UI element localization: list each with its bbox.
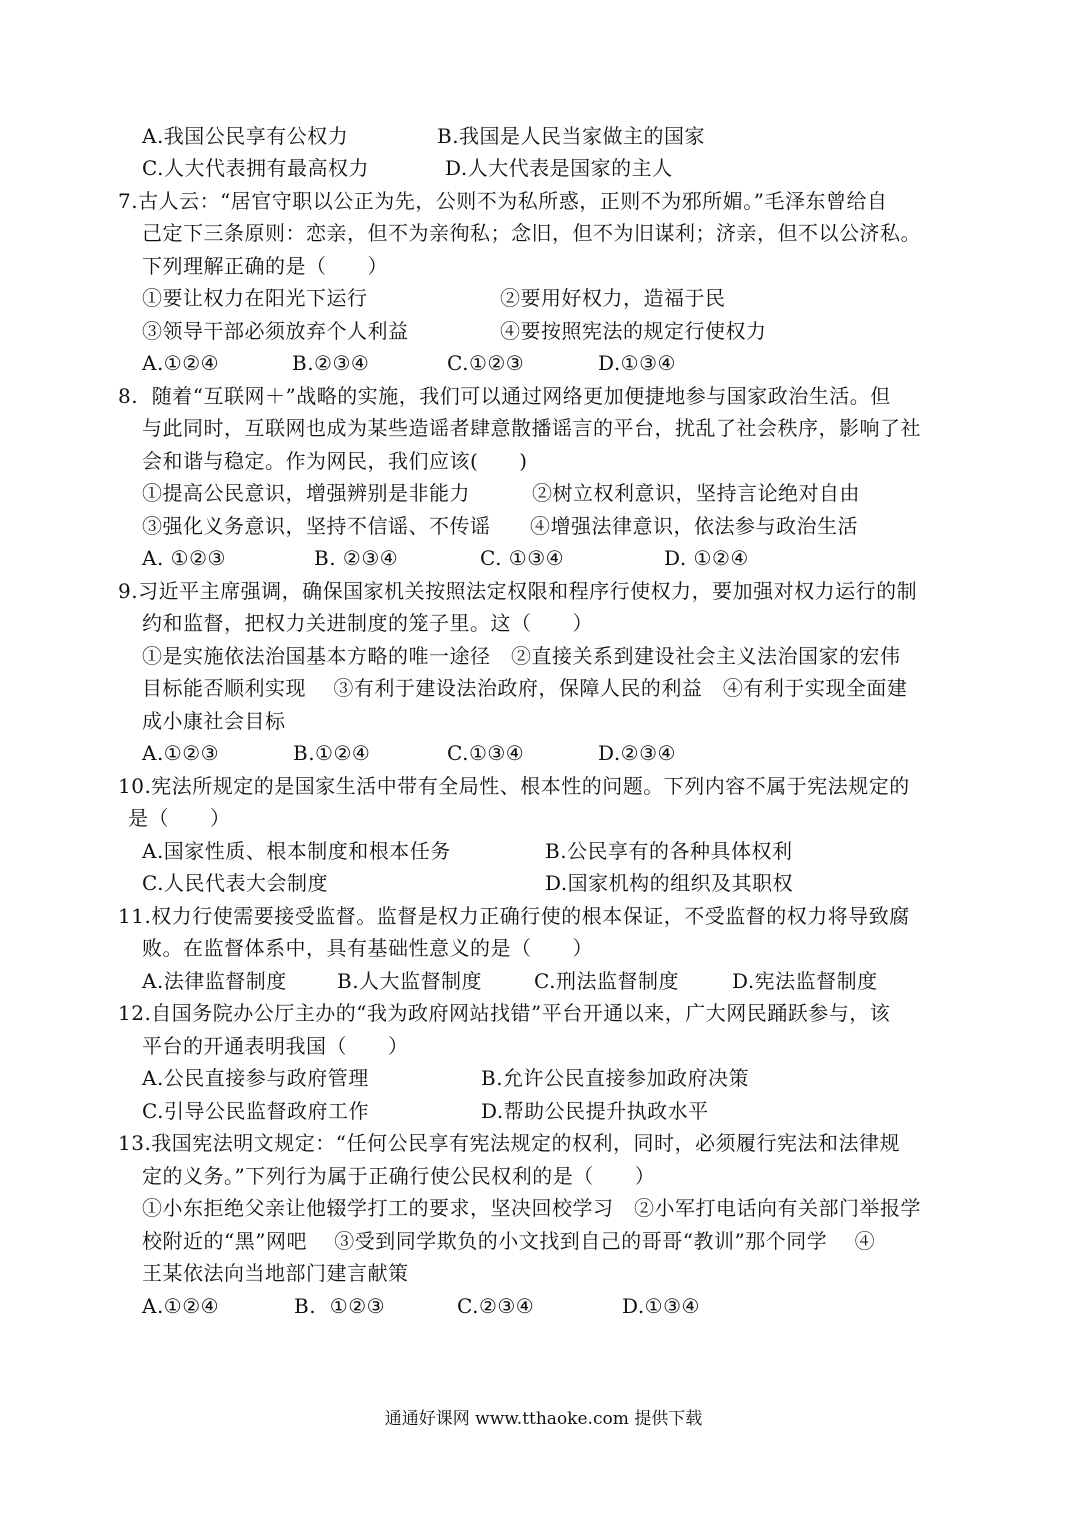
q7-option-a: A.①②④: [142, 351, 220, 375]
q9-statement-line2: 目标能否顺利实现 ③有利于建设法治政府，保障人民的利益 ④有利于实现全面建: [142, 676, 908, 700]
q12-stem-line2: 平台的开通表明我国（ ）: [142, 1034, 409, 1058]
q10-option-b: B.公民享有的各种具体权利: [545, 839, 793, 863]
q10-stem-line1: 10.宪法所规定的是国家生活中带有全局性、根本性的问题。下列内容不属于宪法规定的: [118, 774, 910, 798]
q9-statement-line3: 成小康社会目标: [142, 709, 286, 733]
q7-option-d: D.①③④: [598, 351, 676, 375]
q7-stem-line1: 7.古人云：“居官守职以公正为先，公则不为私所惑，正则不为邪所媚。”毛泽东曾给自: [118, 189, 888, 213]
q9-option-b: B.①②④: [293, 741, 371, 765]
page-footer: 通通好课网 www.tthaoke.com 提供下载: [384, 1409, 703, 1429]
q13-option-a: A.①②④: [142, 1294, 220, 1318]
q7-option-c: C.①②③: [447, 351, 525, 375]
q7-statement-1: ①要让权力在阳光下运行: [142, 286, 368, 310]
q11-option-a: A.法律监督制度: [142, 969, 287, 993]
q12-stem-line1: 12.自国务院办公厅主办的“我为政府网站找错”平台开通以来，广大网民踊跃参与，该: [118, 1001, 891, 1025]
q13-statement-line2: 校附近的“黑”网吧 ③受到同学欺负的小文找到自己的哥哥“教训”那个同学 ④: [142, 1229, 876, 1253]
q10-option-d: D.国家机构的组织及其职权: [545, 871, 794, 895]
q9-statement-line1: ①是实施依法治国基本方略的唯一途径 ②直接关系到建设社会主义法治国家的宏伟: [142, 644, 901, 668]
q7-stem-line2: 己定下三条原则：恋亲，但不为亲徇私；念旧，但不为旧谋利；济亲，但不以公济私。: [142, 221, 921, 245]
q8-option-a: A. ①②③: [142, 546, 226, 570]
q10-option-c: C.人民代表大会制度: [142, 871, 328, 895]
q7-statement-4: ④要按照宪法的规定行使权力: [500, 319, 767, 343]
q11-stem-line2: 败。在监督体系中，具有基础性意义的是（ ）: [142, 936, 593, 960]
q12-option-d: D.帮助公民提升执政水平: [481, 1099, 709, 1123]
q11-option-c: C.刑法监督制度: [534, 969, 679, 993]
q9-option-c: C.①③④: [447, 741, 525, 765]
q12-option-c: C.引导公民监督政府工作: [142, 1099, 369, 1123]
q11-option-d: D.宪法监督制度: [732, 969, 878, 993]
q11-stem-line1: 11.权力行使需要接受监督。监督是权力正确行使的根本保证，不受监督的权力将导致腐: [118, 904, 910, 928]
q13-stem-line1: 13.我国宪法明文规定：“任何公民享有宪法规定的权利，同时，必须履行宪法和法律规: [118, 1131, 901, 1155]
q13-option-b: B. ①②③: [294, 1294, 386, 1318]
q13-statement-line3: 王某依法向当地部门建言献策: [142, 1261, 409, 1285]
q9-option-d: D.②③④: [598, 741, 676, 765]
q13-statement-line1: ①小东拒绝父亲让他辍学打工的要求，坚决回校学习 ②小军打电话向有关部门举报学: [142, 1196, 921, 1220]
q6-option-a: A.我国公民享有公权力: [142, 124, 349, 148]
q8-statement-4: ④增强法律意识，依法参与政治生活: [530, 514, 858, 538]
q12-option-a: A.公民直接参与政府管理: [142, 1066, 369, 1090]
q8-option-c: C. ①③④: [480, 546, 565, 570]
q13-option-d: D.①③④: [622, 1294, 700, 1318]
q10-option-a: A.国家性质、根本制度和根本任务: [142, 839, 451, 863]
q8-statement-1: ①提高公民意识，增强辨别是非能力: [142, 481, 470, 505]
q7-statement-3: ③领导干部必须放弃个人利益: [142, 319, 409, 343]
q7-option-b: B.②③④: [292, 351, 370, 375]
q13-stem-line2: 定的义务。”下列行为属于正确行使公民权利的是（ ）: [142, 1164, 656, 1188]
q8-stem-line3: 会和谐与稳定。作为网民，我们应该( ): [142, 449, 528, 473]
q11-option-b: B.人大监督制度: [337, 969, 483, 993]
q13-option-c: C.②③④: [457, 1294, 535, 1318]
q8-statement-3: ③强化义务意识，坚持不信谣、不传谣: [142, 514, 491, 538]
q8-option-b: B. ②③④: [314, 546, 399, 570]
q7-statement-2: ②要用好权力，造福于民: [500, 286, 726, 310]
q8-option-d: D. ①②④: [664, 546, 749, 570]
q6-option-c: C.人大代表拥有最高权力: [142, 156, 369, 180]
q7-stem-line3: 下列理解正确的是（ ）: [142, 254, 388, 278]
q6-option-b: B.我国是人民当家做主的国家: [437, 124, 706, 148]
q12-option-b: B.允许公民直接参加政府决策: [481, 1066, 750, 1090]
q10-stem-line2: 是（ ）: [128, 806, 231, 830]
q9-option-a: A.①②③: [142, 741, 220, 765]
q8-stem-line2: 与此同时，互联网也成为某些造谣者肆意散播谣言的平台，扰乱了社会秩序，影响了社: [142, 416, 921, 440]
q8-statement-2: ②树立权利意识，坚持言论绝对自由: [532, 481, 860, 505]
q6-option-d: D.人大代表是国家的主人: [445, 156, 673, 180]
q9-stem-line1: 9.习近平主席强调，确保国家机关按照法定权限和程序行使权力，要加强对权力运行的制: [118, 579, 918, 603]
q9-stem-line2: 约和监督，把权力关进制度的笼子里。这（ ）: [142, 611, 593, 635]
q8-stem-line1: 8. 随着“互联网＋”战略的实施，我们可以通过网络更加便捷地参与国家政治生活。但: [118, 384, 891, 408]
